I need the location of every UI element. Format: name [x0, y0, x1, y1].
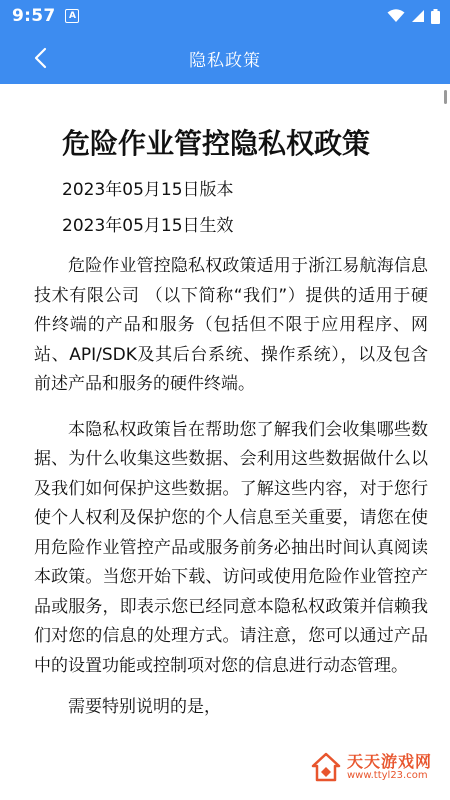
watermark-name: 天天游戏网 [346, 751, 432, 771]
status-icons [387, 9, 440, 24]
watermark-logo-icon [311, 752, 341, 782]
policy-paragraph: 危险作业管控隐私权政策适用于浙江易航海信息技术有限公司 （以下简称“我们”）提供的适用于硬件终端的产品和服务（包括但不限于应用程序、网站、API/SDK及其后台系统、操作系统），以及包含前述产品和服务的硬件终端。 [34, 256, 428, 394]
scrollbar[interactable] [444, 90, 447, 104]
document-title: 危险作业管控隐私权政策 [62, 127, 371, 160]
site-watermark [305, 748, 438, 786]
policy-content[interactable] [0, 84, 450, 800]
document-effective-date: 2023年05月15日生效 [62, 216, 234, 236]
status-time: 9:57 [12, 6, 56, 26]
chevron-left-icon [33, 47, 47, 69]
nav-bar [0, 32, 450, 84]
watermark-url: www.ttyl23.com [346, 770, 428, 782]
battery-icon [431, 9, 440, 24]
policy-paragraph: 本隐私权政策旨在帮助您了解我们会收集哪些数据、为什么收集这些数据、会利用这些数据做什么以及我们如何保护这些数据。了解这些内容，对于您行使个人权利及保护您的个人信息至关重要，请您在使用危险作业管控产品或服务前务必抽出时间认真阅读本政策。当您开始下载、访问或使用危险作业管控产品或服务，即表示您已经同意本隐私权政策并信赖我们对您的信息的处理方式。请注意，您可以通过产品中的设置功能或控制项对您的信息进行动态管理。 [34, 419, 428, 676]
wifi-icon [387, 9, 405, 23]
back-button[interactable] [22, 40, 58, 76]
app-notification-icon: A [65, 9, 79, 23]
policy-paragraph: 需要特别说明的是， [68, 697, 221, 717]
page-title: 隐私政策 [189, 50, 261, 71]
status-bar [0, 0, 450, 32]
signal-icon [411, 9, 425, 23]
document-version: 2023年05月15日版本 [62, 180, 234, 200]
